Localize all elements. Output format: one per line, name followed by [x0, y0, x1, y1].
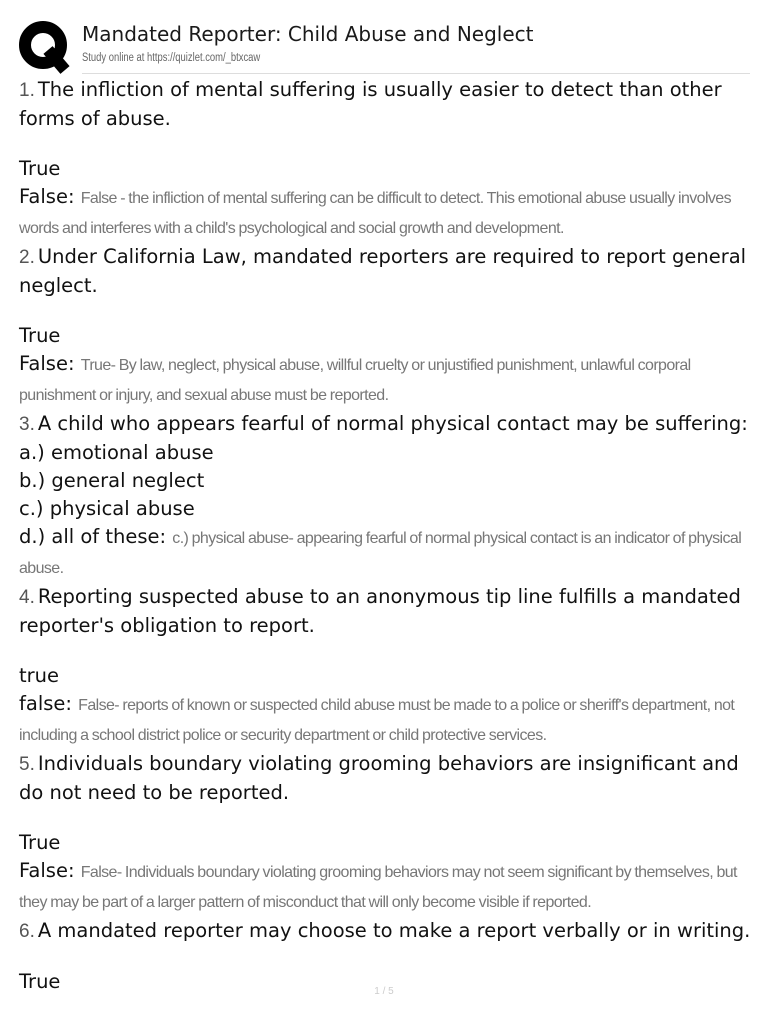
question-list — [19, 76, 752, 996]
question-text — [19, 410, 752, 439]
answer-explanation: False- Individuals boundary violating grooming behaviors may not seem significant by themselves, but they may be part of a larger pattern of misconduct that will only become visible if reported. — [19, 864, 737, 911]
question-prompt: A mandated reporter may choose to make a report verbally or in writing. — [37, 919, 751, 942]
document-title: Mandated Reporter: Child Abuse and Neglect — [82, 22, 534, 46]
question-number: 4. — [19, 587, 35, 608]
answer-key — [19, 523, 752, 583]
answer-label: False: — [19, 352, 75, 375]
page-number: 1 / 5 — [374, 986, 394, 997]
question-prompt: Reporting suspected abuse to an anonymous tip line fulfills a mandated reporter's obligation to report. — [19, 585, 741, 637]
question-spacer — [19, 807, 752, 829]
question-item — [19, 76, 752, 243]
question-number: 1. — [19, 80, 35, 101]
answer-option: True — [19, 157, 61, 180]
answer-key — [19, 690, 752, 750]
question-number: 5. — [19, 754, 35, 775]
answer-key — [19, 350, 752, 410]
answer-option: True — [19, 831, 61, 854]
answer-option: True — [19, 970, 61, 993]
answer-explanation: c.) physical abuse- appearing fearful of normal physical contact is an indicator of physical abuse. — [19, 530, 742, 577]
question-text — [19, 750, 752, 807]
question-item — [19, 917, 752, 996]
question-spacer — [19, 300, 752, 322]
answer-label: False: — [19, 859, 75, 882]
answer-option: True — [19, 324, 61, 347]
question-text — [19, 917, 752, 946]
question-prompt: The infliction of mental suffering is usually easier to detect than other forms of abuse. — [19, 78, 722, 130]
answer-explanation: False- reports of known or suspected child abuse must be made to a police or sheriff's department, not including a school district police or security department or child protective services. — [19, 697, 735, 744]
answer-key — [19, 183, 752, 243]
question-text — [19, 243, 752, 300]
document-header — [18, 18, 750, 74]
answer-option: b.) general neglect — [19, 469, 205, 492]
question-item — [19, 410, 752, 583]
question-prompt: A child who appears fearful of normal physical contact may be suffering: — [37, 412, 748, 435]
header-divider — [82, 73, 750, 74]
question-text — [19, 76, 752, 133]
question-number: 6. — [19, 921, 35, 942]
answer-option: c.) physical abuse — [19, 497, 195, 520]
question-spacer — [19, 946, 752, 968]
question-item — [19, 243, 752, 410]
answer-explanation: True- By law, neglect, physical abuse, willful cruelty or unjustified punishment, unlawful corporal punishment or injury, and sexual abuse must be reported. — [19, 357, 691, 404]
question-text — [19, 583, 752, 640]
question-number: 2. — [19, 247, 35, 268]
answer-label: false: — [19, 692, 72, 715]
answer-label: False: — [19, 185, 75, 208]
question-item — [19, 750, 752, 917]
question-item — [19, 583, 752, 750]
document-source: Study online at https://quizlet.com/_btxcaw — [82, 52, 261, 64]
answer-option: true — [19, 664, 60, 687]
question-prompt: Individuals boundary violating grooming behaviors are insignificant and do not need to be reported. — [19, 752, 739, 804]
question-prompt: Under California Law, mandated reporters are required to report general neglect. — [19, 245, 747, 297]
quizlet-logo-icon — [18, 20, 72, 74]
question-spacer — [19, 133, 752, 155]
answer-option: a.) emotional abuse — [19, 441, 214, 464]
answer-key — [19, 857, 752, 917]
question-number: 3. — [19, 414, 35, 435]
question-spacer — [19, 640, 752, 662]
answer-label: d.) all of these: — [19, 525, 167, 548]
answer-explanation: False - the infliction of mental suffering can be difficult to detect. This emotional abuse usually involves words and interferes with a child's psychological and social growth and development. — [19, 190, 731, 237]
